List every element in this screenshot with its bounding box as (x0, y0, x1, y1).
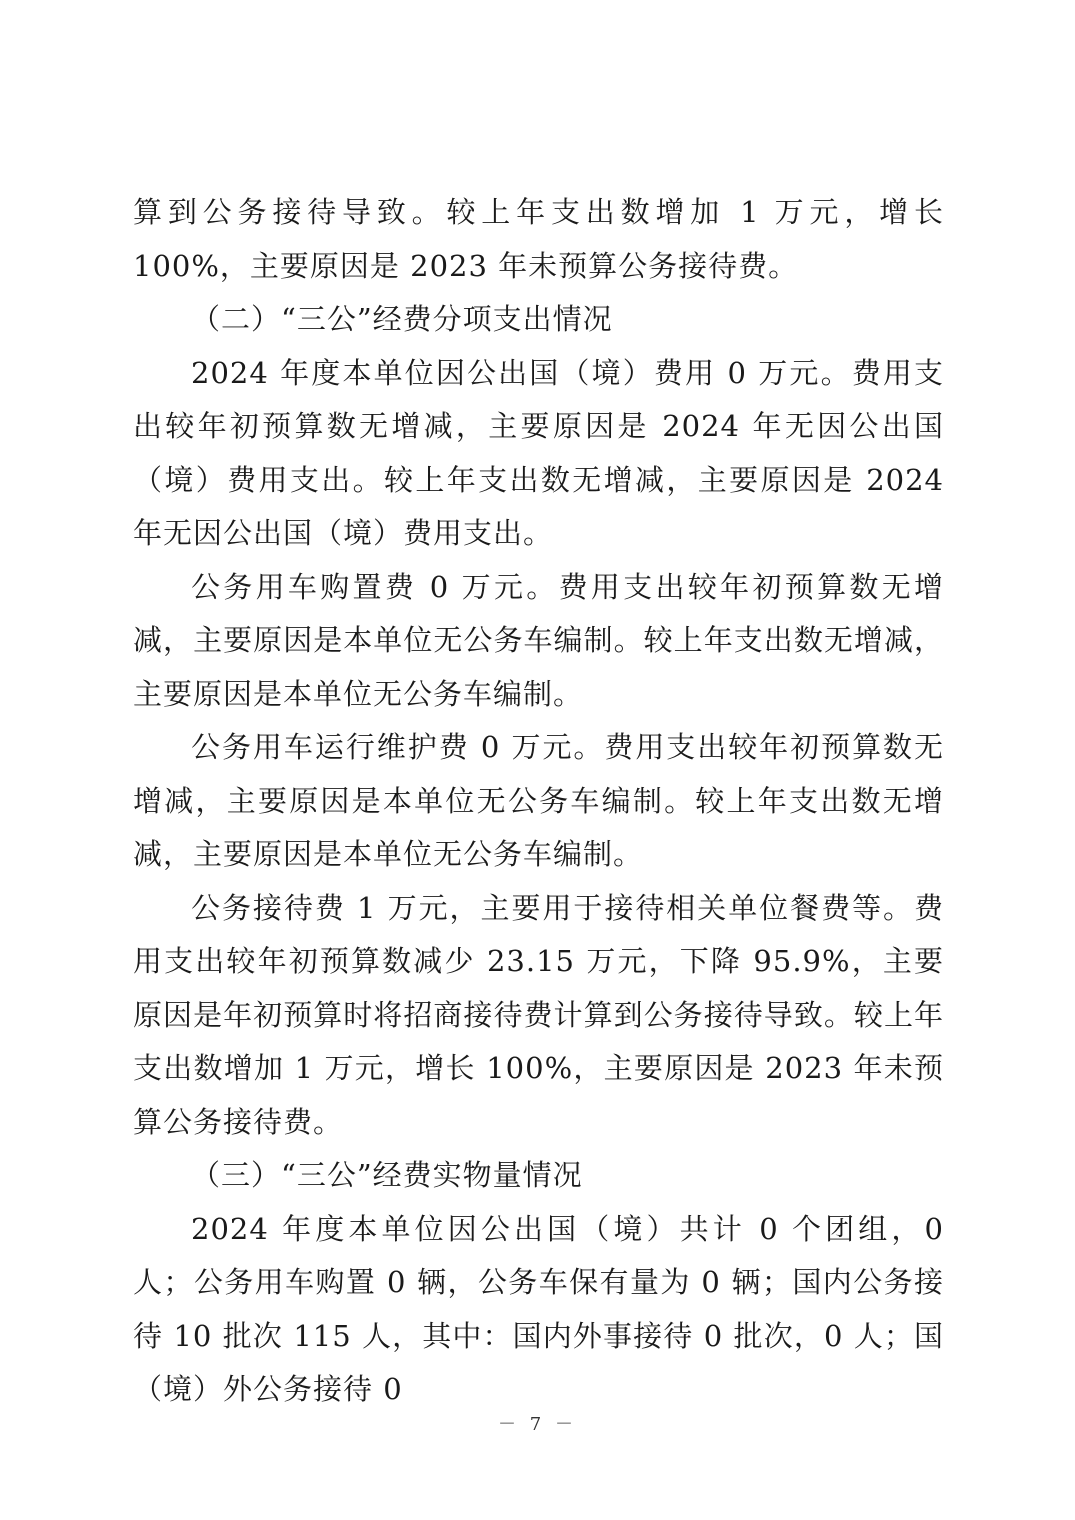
page-number: － 7 － (498, 1414, 577, 1435)
paragraph-vehicle-purchase: 公务用车购置费 0 万元。费用支出较年初预算数无增减，主要原因是本单位无公务车编制。较上年支出数无增减，主要原因是本单位无公务车编制。 (133, 569, 944, 711)
section-heading-2: （二）“三公”经费分项支出情况 (191, 302, 613, 336)
paragraph-continuation: 算到公务接待导致。较上年支出数增加 1 万元，增长 100%，主要原因是 2023 年未预算公务接待费。 (133, 195, 944, 283)
paragraph-physical-quantity: 2024 年度本单位因公出国（境）共计 0 个团组，0 人；公务用车购置 0 辆，公务车保有量为 0 辆；国内公务接待 10 批次 115 人，其中：国内外事接待 0 批次，0 人；国（境）外公务接待 0 (133, 1211, 944, 1406)
document-body (133, 186, 944, 1417)
paragraph-overseas-travel: 2024 年度本单位因公出国（境）费用 0 万元。费用支出较年初预算数无增减，主要原因是 2024 年无因公出国（境）费用支出。较上年支出数无增减，主要原因是 2024 年无因公出国（境）费用支出。 (133, 355, 944, 550)
paragraph-reception: 公务接待费 1 万元，主要用于接待相关单位餐费等。费用支出较年初预算数减少 23.15 万元，下降 95.9%，主要原因是年初预算时将招商接待费计算到公务接待导致。较上年支出数增加 1 万元，增长 100%，主要原因是 2023 年未预算公务接待费。 (133, 890, 944, 1139)
paragraph-vehicle-maintenance: 公务用车运行维护费 0 万元。费用支出较年初预算数无增减，主要原因是本单位无公务车编制。较上年支出数无增减，主要原因是本单位无公务车编制。 (133, 730, 944, 871)
section-heading-3: （三）“三公”经费实物量情况 (191, 1158, 583, 1192)
